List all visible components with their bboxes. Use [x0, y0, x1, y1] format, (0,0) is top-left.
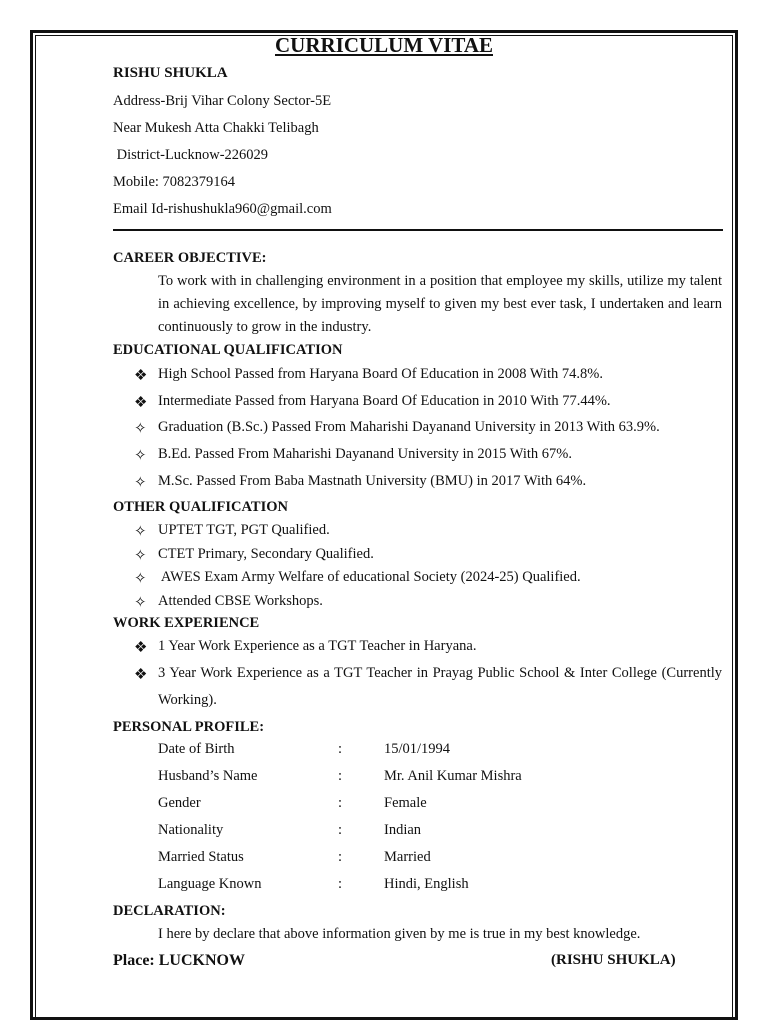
profile-separator: : [338, 876, 343, 892]
career-objective-heading: CAREER OBJECTIVE: [113, 250, 267, 266]
education-item: B.Ed. Passed From Maharishi Dayanand University in 2015 With 67%. [158, 446, 572, 462]
bullet-icon: ❖ [134, 667, 148, 683]
profile-separator: : [338, 741, 343, 757]
profile-label: Language Known [158, 876, 262, 892]
bullet-icon: ✧ [134, 595, 147, 611]
education-item: M.Sc. Passed From Baba Mastnath University (BMU) in 2017 With 64%. [158, 473, 587, 489]
other-qualification-item: AWES Exam Army Welfare of educational Society (2024-25) Qualified. [158, 569, 581, 585]
address-line: District-Lucknow-226029 [113, 147, 269, 163]
work-experience-item: 1 Year Work Experience as a TGT Teacher in Haryana. [158, 638, 477, 654]
profile-label: Nationality [158, 822, 224, 838]
bullet-icon: ✧ [134, 421, 147, 437]
profile-label: Gender [158, 795, 201, 811]
profile-value: Indian [384, 822, 422, 838]
address-line: Address-Brij Vihar Colony Sector-5E [113, 93, 332, 109]
bullet-icon: ✧ [134, 475, 147, 491]
profile-value: Female [384, 795, 427, 811]
personal-profile-heading: PERSONAL PROFILE: [113, 719, 265, 735]
profile-label: Married Status [158, 849, 244, 865]
other-qualification-item: Attended CBSE Workshops. [158, 593, 323, 609]
document-title: CURRICULUM VITAE [275, 33, 493, 57]
profile-separator: : [338, 822, 343, 838]
career-objective-text: To work with in challenging environment in a position that employee my skills, utilize my talent in achieving excellence, by improving myself to given my best ever task, I undertaken and learn continuously to grow in the industry. [158, 273, 722, 335]
bullet-icon: ❖ [134, 368, 148, 384]
profile-label: Husband’s Name [158, 768, 258, 784]
bullet-icon: ✧ [134, 548, 147, 564]
candidate-name: RISHU SHUKLA [113, 65, 228, 81]
bullet-icon: ❖ [134, 395, 148, 411]
other-qualification-heading: OTHER QUALIFICATION [113, 499, 288, 515]
bullet-icon: ✧ [134, 571, 147, 587]
profile-value: Married [384, 849, 431, 865]
education-item: High School Passed from Haryana Board Of Education in 2008 With 74.8%. [158, 366, 603, 382]
other-qualification-item: CTET Primary, Secondary Qualified. [158, 546, 374, 562]
profile-separator: : [338, 849, 343, 865]
place: Place: LUCKNOW [113, 952, 245, 969]
education-heading: EDUCATIONAL QUALIFICATION [113, 342, 343, 358]
profile-label: Date of Birth [158, 741, 235, 757]
mobile-line: Mobile: 7082379164 [113, 174, 236, 190]
header-divider [113, 229, 723, 231]
profile-value: Mr. Anil Kumar Mishra [384, 768, 522, 784]
work-experience-heading: WORK EXPERIENCE [113, 615, 260, 631]
profile-separator: : [338, 795, 343, 811]
education-item: Graduation (B.Sc.) Passed From Maharishi Dayanand University in 2013 With 63.9%. [158, 419, 660, 435]
address-line: Near Mukesh Atta Chakki Telibagh [113, 120, 319, 136]
other-qualification-item: UPTET TGT, PGT Qualified. [158, 522, 330, 538]
bullet-icon: ✧ [134, 524, 147, 540]
education-item: Intermediate Passed from Haryana Board Of Education in 2010 With 77.44%. [158, 393, 611, 409]
declaration-text: I here by declare that above information given by me is true in my best knowledge. [158, 926, 641, 942]
signature-name: (RISHU SHUKLA) [551, 952, 676, 968]
profile-value: 15/01/1994 [384, 741, 451, 757]
profile-value: Hindi, English [384, 876, 469, 892]
declaration-heading: DECLARATION: [113, 903, 226, 919]
profile-separator: : [338, 768, 343, 784]
email-line: Email Id-rishushukla960@gmail.com [113, 201, 332, 217]
bullet-icon: ✧ [134, 448, 147, 464]
work-experience-item: 3 Year Work Experience as a TGT Teacher in Prayag Public School & Inter College (Currently Working). [158, 665, 722, 708]
bullet-icon: ❖ [134, 640, 148, 656]
